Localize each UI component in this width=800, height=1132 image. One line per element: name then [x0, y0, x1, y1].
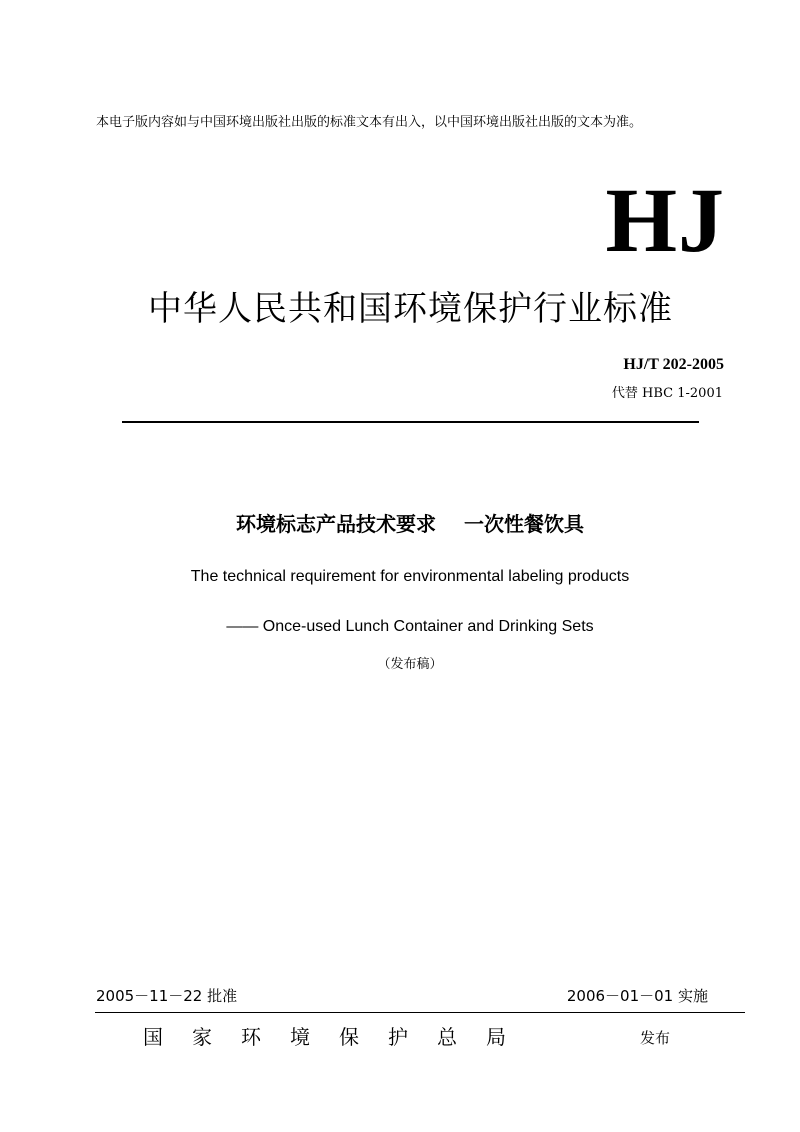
- standard-number: HJ/T 202-2005: [623, 356, 724, 373]
- publish-label: 发布: [640, 1029, 671, 1047]
- standard-code-logo: HJ: [605, 169, 725, 271]
- chinese-title-product: 一次性餐饮具: [464, 512, 584, 536]
- effective-date: 2006－01－01 实施: [566, 987, 708, 1005]
- electronic-version-notice: 本电子版内容如与中国环境出版社出版的标准文本有出入，以中国环境出版社出版的文本为准。: [96, 115, 643, 130]
- draft-status-note: （发布稿）: [377, 657, 443, 672]
- organization-title: 中华人民共和国环境保护行业标准: [148, 289, 673, 329]
- english-title: The technical requirement for environmental labeling products: [190, 568, 630, 585]
- issuing-authority: 国家环境保护总局: [143, 1025, 535, 1049]
- top-divider: [122, 421, 699, 423]
- english-subtitle: —— Once-used Lunch Container and Drinking Sets: [226, 618, 594, 635]
- replaces-standard: 代替 HBC 1-2001: [611, 386, 723, 401]
- chinese-title: [0, 509, 800, 539]
- approval-date: 2005－11－22 批准: [96, 987, 238, 1005]
- bottom-divider: [95, 1012, 745, 1013]
- chinese-title-main: 环境标志产品技术要求: [236, 512, 436, 536]
